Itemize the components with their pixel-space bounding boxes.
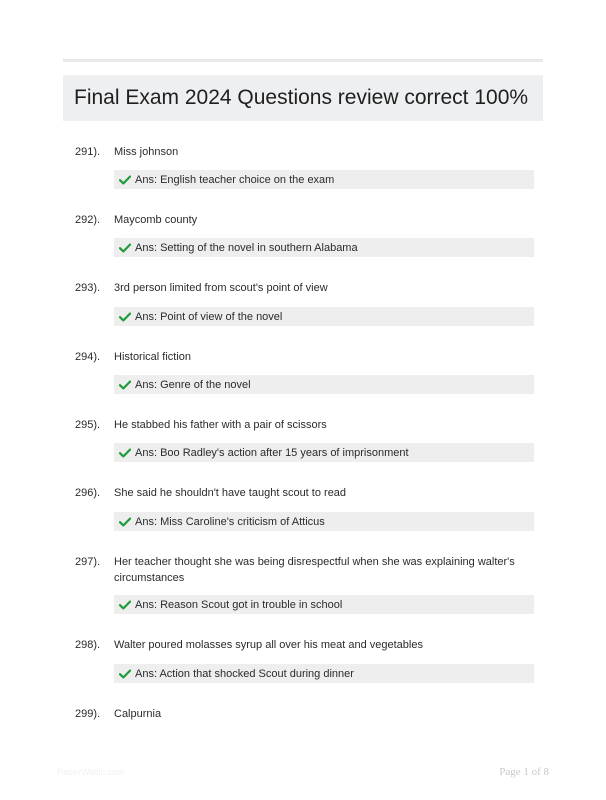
question-number: 296). <box>75 487 101 499</box>
checkmark-icon <box>119 517 131 527</box>
answer-box <box>114 443 534 462</box>
answer-box <box>114 238 534 257</box>
question-text: Walter poured molasses syrup all over his meat and vegetables <box>114 639 423 651</box>
page-number: Page 1 of 8 <box>499 766 549 778</box>
answer-text: Ans: English teacher choice on the exam <box>135 173 335 186</box>
checkmark-icon <box>119 448 131 458</box>
answer-box <box>114 170 534 189</box>
question-text: Her teacher thought she was being disrespectful when she was explaining walter's circumstances <box>114 556 515 584</box>
answer-text: Ans: Miss Caroline's criticism of Atticus <box>135 515 325 528</box>
answer-text: Ans: Point of view of the novel <box>135 310 283 323</box>
title-banner <box>63 75 543 121</box>
checkmark-icon <box>119 600 131 610</box>
page-title: Final Exam 2024 Questions review correct 100% <box>74 86 529 109</box>
question-number: 291). <box>75 146 101 158</box>
question-number: 299). <box>75 708 101 720</box>
answer-text: Ans: Genre of the novel <box>135 378 251 391</box>
answer-text: Ans: Reason Scout got in trouble in school <box>135 598 343 611</box>
checkmark-icon <box>119 175 131 185</box>
answer-box <box>114 512 534 531</box>
answer-text: Ans: Boo Radley's action after 15 years of imprisonment <box>135 446 409 459</box>
answer-text: Ans: Setting of the novel in southern Alabama <box>135 241 358 254</box>
question-number: 292). <box>75 214 101 226</box>
question-text: Maycomb county <box>114 214 198 226</box>
answer-text: Ans: Action that shocked Scout during dinner <box>135 667 354 680</box>
checkmark-icon <box>119 380 131 390</box>
question-text: 3rd person limited from scout's point of view <box>114 282 328 294</box>
question-text: He stabbed his father with a pair of scissors <box>114 419 327 431</box>
checkmark-icon <box>119 312 131 322</box>
checkmark-icon <box>119 669 131 679</box>
question-text: Historical fiction <box>114 351 192 363</box>
question-number: 297). <box>75 556 101 568</box>
answer-box <box>114 664 534 683</box>
question-text: Miss johnson <box>114 146 179 158</box>
watermark-text: PaperWaltic.com <box>57 767 125 777</box>
question-number: 295). <box>75 419 101 431</box>
checkmark-icon <box>119 243 131 253</box>
question-text: She said he shouldn't have taught scout to read <box>114 487 347 499</box>
answer-box <box>114 375 534 394</box>
question-text: Calpurnia <box>114 708 162 720</box>
question-number: 294). <box>75 351 101 363</box>
answer-box <box>114 595 534 614</box>
answer-box <box>114 307 534 326</box>
top-divider <box>63 59 543 62</box>
question-number: 298). <box>75 639 101 651</box>
question-number: 293). <box>75 282 101 294</box>
